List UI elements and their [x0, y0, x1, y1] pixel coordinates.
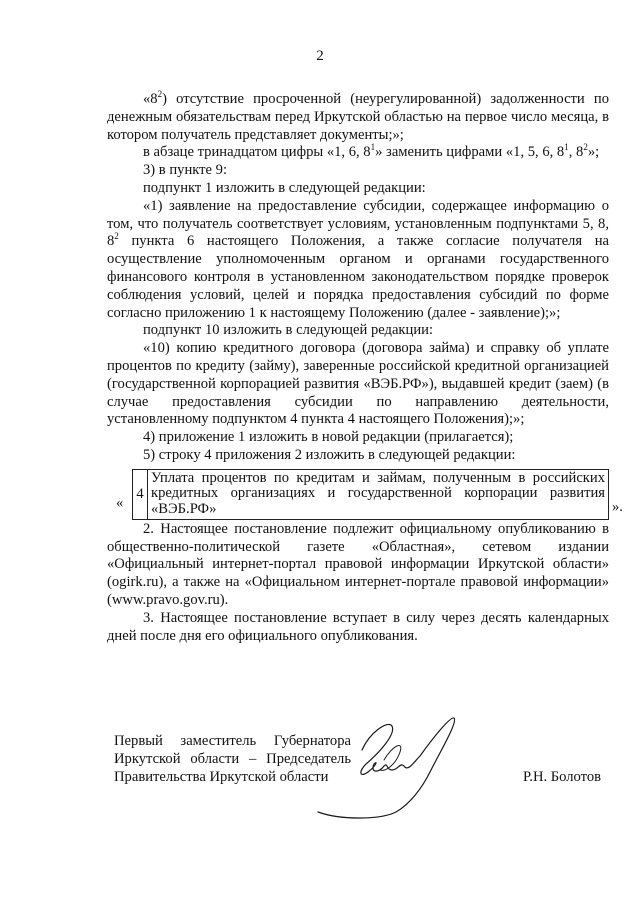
signatory-name: Р.Н. Болотов: [523, 769, 602, 785]
paragraph-subitem-10-text: «10) копию кредитного договора (договора займа) и справку об уплате процентов по кредиту (займу), заверенные российской кредитной организацией (государственной корпорацией развития «ВЭБ.РФ»), выдавшей кредит (заем) (в случае предоставления субсидии по направлению деятельности, установленному подпунктом 4 пункта 4 настоящего Положения);»;: [107, 340, 609, 428]
signatory-title-line-3: Правительства Иркутской области: [114, 768, 329, 785]
document-body: [107, 89, 623, 645]
signatory-title-line-2: Иркутской области – Председатель: [114, 750, 351, 767]
table-cell-number: 4: [133, 469, 148, 519]
paragraph-thirteenth-digits: в абзаце тринадцатом цифры «1, 6, $8^1$» заменить цифрами «1, 5, 6, $8^1$, $8^2$»;: [143, 142, 600, 161]
table-cell-text: Уплата процентов по кредитам и займам, полученным в российских кредитных организациях и государственной корпорации развития «ВЭБ.РФ»: [148, 469, 609, 519]
paragraph-item-5: 5) строку 4 приложения 2 изложить в следующей редакции:: [143, 446, 516, 463]
paragraph-item-8-2: «$8^2$) отсутствие просроченной (неурегулированной) задолженности по денежным обязательствам перед Иркутской областью на первое число месяца, в котором получатель представляет документы;»;: [107, 89, 609, 143]
paragraph-subitem-10-heading: подпункт 10 изложить в следующей редакции:: [143, 322, 434, 339]
paragraph-item-4: 4) приложение 1 изложить в новой редакции (прилагается);: [143, 429, 514, 446]
paragraph-section-2: 2. Настоящее постановление подлежит официальному опубликованию в общественно-политической газете «Областная», сетевом издании «Официальный интернет-портал правовой информации Иркутской области» (ogirk.ru), а также на «Официальном интернет-портале правовой информации» (www.pravo.gov.ru).: [107, 520, 609, 608]
table-row: [133, 469, 609, 519]
paragraph-item-3: 3) в пункте 9:: [143, 162, 228, 179]
signatory-title-line-1: Первый заместитель Губернатора: [114, 733, 351, 749]
handwritten-signature: [300, 712, 480, 822]
paragraph-subitem-1-heading: подпункт 1 изложить в следующей редакции:: [143, 179, 426, 196]
paragraph-subitem-1-text: «1) заявление на предоставление субсидии, содержащее информацию о том, что получатель соответствует условиям, установленным подпунктами 5, 8, $8^2$ пункта 6 настоящего Положения, а также согласие получателя на осуществление уполномоченным органом и органами государственного финансового контроля в установленном законодательством порядке проверок соблюдения условий, целей и порядка предоставления субсидий по форме согласно приложению 1 к настоящему Положению (далее - заявление);»;: [107, 197, 609, 321]
paragraph-section-3: 3. Настоящее постановление вступает в силу через десять календарных дней после дня его официального опубликования.: [107, 609, 609, 644]
amendment-table-block: [107, 469, 623, 517]
close-quote: ».: [612, 498, 623, 515]
open-quote: «: [116, 494, 124, 511]
amendment-table: [132, 469, 609, 520]
page-number: 2: [316, 48, 324, 64]
